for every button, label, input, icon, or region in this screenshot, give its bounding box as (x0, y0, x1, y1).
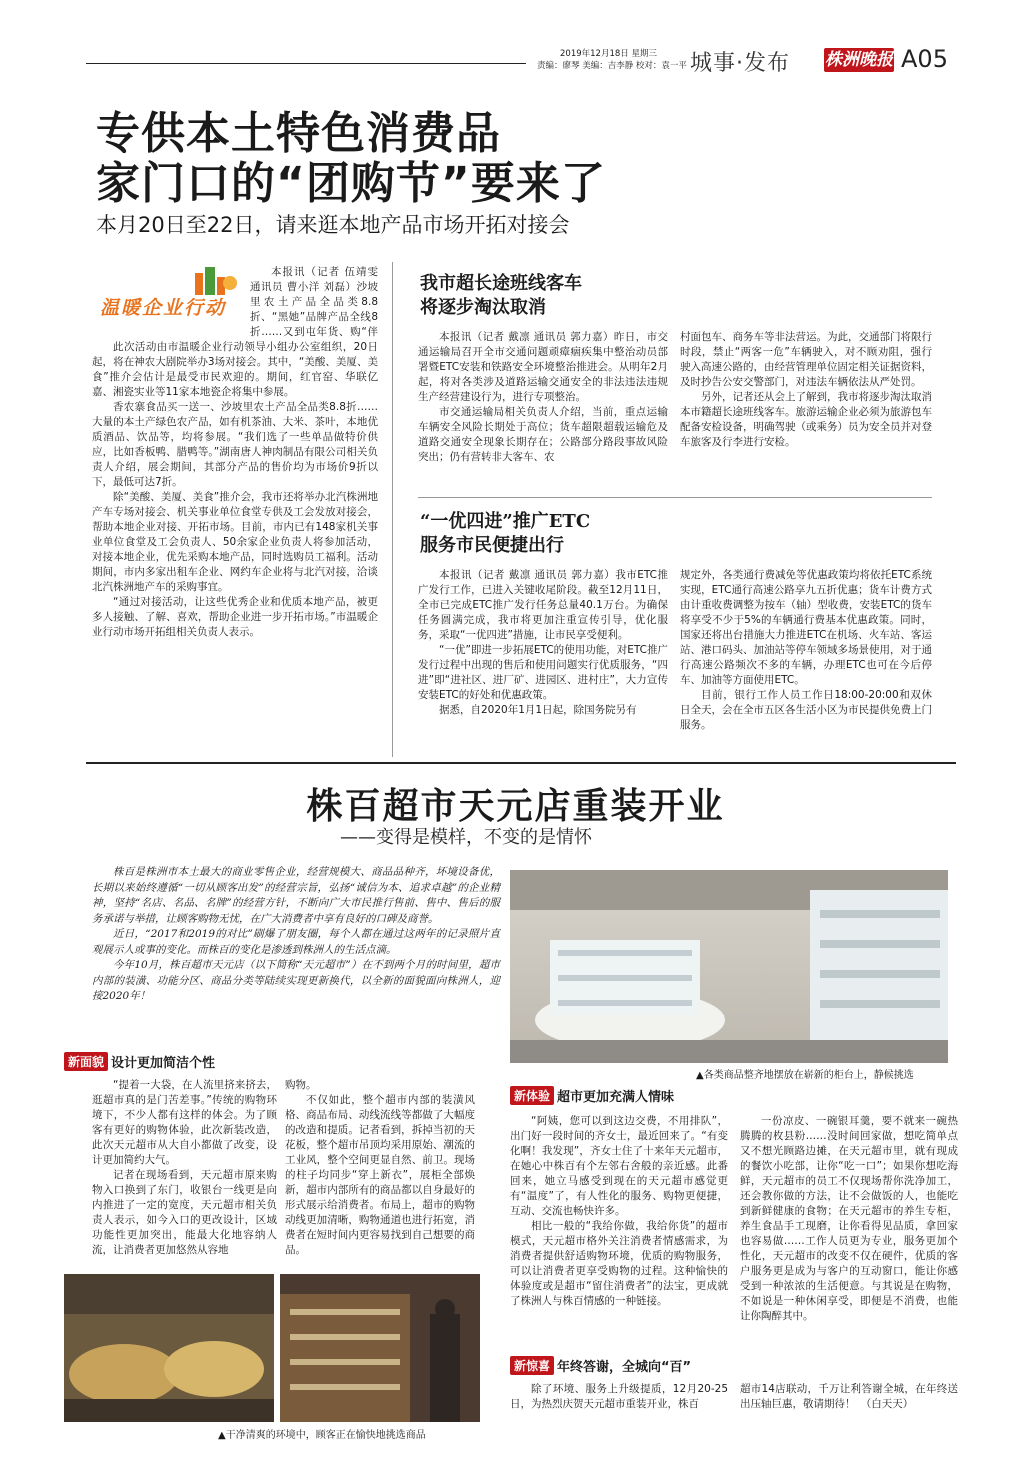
etc-paragraph: 据悉，自2020年1月1日起，除国务院另有 (439, 704, 637, 716)
warm-enterprise-logo (100, 265, 240, 325)
logo-text: 温暖企业行动 (100, 297, 227, 319)
feature-subtitle: ——变得是模样，不变的是情怀 (340, 827, 592, 848)
feature-title: 株百超市天元店重装开业 (306, 786, 725, 827)
sec3-col-2 (740, 1382, 958, 1412)
sec2-col-2 (740, 1114, 958, 1324)
feature-intro (92, 865, 500, 1005)
sec2-paragraph: 相比一般的“我给你做，我给你货”的超市模式，天元超市格外关注消费者情感需求，为消费者提供舒适购物环境，优质的购物服务，可以让消费者更享受购物的过程。这种愉快的体验度或是超市“留住消费者”的法宝，更成就了株洲人与株百情感的一种链接。 (510, 1220, 728, 1307)
section-title: 设计更加简洁个性 (111, 1056, 216, 1071)
sec3-paragraph: 除了环境、服务上升级提质，12月20-25日，为热烈庆贺天元超市重装开业，株百 (510, 1383, 728, 1410)
lead-paragraph: 此次活动由市温暖企业行动领导小组办公室组织，20日起，将在神农大剧院举办3场对接会。其中，“美酸、美厦、美食”推介会估计是最受市民欢迎的。期间，红官窑、华联亿嘉、湘瓷实业等11家本地瓷企将集中参展。 (92, 341, 378, 398)
section-new-look-header (64, 1052, 215, 1071)
bus-paragraph: 村面包车、商务车等非法营运。为此，交通部门将限行时段，禁止“两客一危”车辆驶入，对不顾劝阻，强行驶入高速公路的，由经营管理单位固定相关证据资料，及时抄告公安交警部门，对违法车辆依法从严处罚。 (680, 331, 932, 388)
sec1-paragraph: 不仅如此，整个超市内部的装潢风格、商品布局、动线流线等都做了大幅度的改造和提质。记者看到，拆掉当初的天花板，整个超市吊顶均采用原始、潮流的工业风，整个空间更显自然、前卫。现场的柱子均同步“穿上新衣”，展柜全部焕新，超市内部所有的商品都以自身最好的形式展示给消费者。布局上，超市的购物动线更加清晰，购物通道也进行拓宽，消费者在短时间内更容易找到自己想要的商品。 (285, 1094, 475, 1256)
section-title: 超市更加充满人情味 (557, 1090, 675, 1105)
sec1-paragraph: 记者在现场看到，天元超市原来购物入口换到了东门，收银台一线更是向内推进了一定的宽度，天元超市相关负责人表示，如今入口的更改设计，区域功能性更加突出，能最大化地容纳人流，让消费者更加悠然从容地 (92, 1169, 277, 1256)
section-name: 城事·发布 (690, 51, 790, 76)
lead-title-1: 专供本土特色消费品 (96, 108, 501, 159)
lead-subtitle: 本月20日至22日，请来逛本地产品市场开拓对接会 (96, 213, 570, 237)
masthead-date: 2019年12月18日 星期三 (560, 49, 657, 59)
lead-para-1a (250, 265, 378, 340)
bus-col-2 (680, 330, 932, 450)
section-new-surprise-header (510, 1356, 691, 1375)
sec2-col-1 (510, 1114, 728, 1309)
lead-title-2: 家门口的“团购节”要来了 (96, 158, 606, 209)
sec3-paragraph: 超市14店联动，千万让利答谢全城，在年终送出压轴巨惠，敬请期待！ （白天天） (740, 1383, 958, 1410)
etc-paragraph: 本报讯（记者 戴凛 通讯员 郭力嘉）我市ETC推广发行工作，已进入关键收尾阶段。截至12月11日，全市已完成ETC推广发行任务总量40.1万台。为确保任务圆满完成，我市将更加注重宣传引导，优化服务，采取“一优四进”措施，让市民享受便利。 (418, 569, 668, 641)
intro-paragraph: 今年10月，株百超市天元店（以下简称“天元超市”）在不到两个月的时间里，超市内部的装潢、功能分区、商品分类等陆续实现更新换代，以全新的面貌面向株洲人，迎接2020年！ (92, 959, 500, 1002)
section-badge: 新面貌 (64, 1052, 108, 1071)
etc-col-1 (418, 568, 668, 718)
lead-paragraph: “通过对接活动，让这些优秀企业和优质本地产品，被更多人接触、了解、喜欢，帮助企业进一步开拓市场。”市温暖企业行动市场开拓组相关负责人表示。 (92, 596, 378, 638)
etc-paragraph: 目前，银行工作人员工作日18:00-20:00和双休日全天，会在全市五区各生活小区为市民提供免费上门服务。 (680, 689, 932, 731)
bus-paragraph: 另外，记者还从会上了解到，我市将逐步淘汰取消本市籍超长途班线客车。旅游运输企业必须为旅游包车配备安检设备，明确驾驶（或乘务）员为安全员并对登车旅客及行李进行安检。 (680, 391, 932, 448)
section-new-experience-header (510, 1086, 674, 1105)
sec1-col-1 (92, 1078, 277, 1258)
sec1-col-2 (285, 1078, 475, 1258)
masthead-editors: 责编：廖琴 美编：吉李静 校对：袁一平 (537, 61, 687, 71)
sec1-paragraph: 购物。 (285, 1079, 317, 1091)
sec2-paragraph: “阿姨，您可以到这边交费，不用排队”，出门好一段时间的齐女士，最近回来了。“有变化啊！我发现”，齐女士住了十来年天元超市，在她心中株百有个左邻右舍般的亲近感。此番回来，她立马感受到现在的天元超市感觉更有“温度”了，有人性化的服务、购物更便捷，互动、交流也畅快许多。 (510, 1115, 728, 1217)
paper-logo: 株洲晚报 (825, 50, 893, 70)
bus-title-2: 将逐步淘汰取消 (420, 297, 546, 318)
section-badge: 新体验 (510, 1086, 554, 1105)
lead-paragraph: 除“美酸、美厦、美食”推介会，我市还将举办北汽株洲地产车专场对接会、机关事业单位食堂专供及工会发放对接会，帮助本地企业对接、开拓市场。目前，市内已有148家机关事业单位食堂及工会负责人、50余家企业负责人将参加活动，对接本地企业，优先采购本地产品，同时选购员工福利。活动期间，市内多家出租车企业、网约车企业将与北汽对接，洽谈北汽株洲地产车的采购事宜。 (92, 491, 378, 593)
photo-store-aisle (510, 870, 948, 1063)
etc-paragraph: 规定外，各类通行费减免等优惠政策均将依托ETC系统实现，ETC通行高速公路享九五折优惠；货车计费方式由计重收费调整为按车（轴）型收费，安装ETC的货车将享受不少于5%的车辆通行费基本优惠政策。同时，国家还将出台措施大力推进ETC在机场、火车站、客运站、港口码头、加油站等停车领域多场景使用，对于通行高速公路频次不多的车辆，办理ETC也可在今后停车、加油等方面使用ETC。 (680, 569, 932, 686)
bus-paragraph: 本报讯（记者 戴凛 通讯员 郭力嘉）昨日，市交通运输局召开全市交通问题顽瘴痼疾集中整治动员部署暨ETC安装和铁路安全环境整治推进会。从明年2月起，将对各类涉及道路运输交通安全的非法违法违规生产经营建设行为，进行专项整治。 (418, 331, 668, 403)
bus-paragraph: 市交通运输局相关负责人介绍，当前，重点运输车辆安全风险长期处于高位；货车超限超载运输危及道路交通安全现象长期存在；公路部分路段事故风险突出；仍有营转非大客车、农 (418, 406, 668, 463)
section-title: 年终答谢，全城向“百” (557, 1360, 692, 1375)
etc-col-2 (680, 568, 932, 733)
bus-title-1: 我市超长途班线客车 (420, 273, 582, 294)
section-badge: 新惊喜 (510, 1356, 554, 1375)
photo2-caption: ▲干净清爽的环境中，顾客正在愉快地挑选商品 (218, 1430, 426, 1441)
sec2-paragraph: 一份凉皮、一碗银耳羹，要不就来一碗热腾腾的枚县粉……没时间回家做，想吃简单点又不想光顾路边摊，在天元超市里，就有现成的餐饮小吃部，让你“吃一口”；如果你想吃海鲜，天元超市的员工不仅现场帮你洗净加工，还会教你做的方法，让不会做饭的人，也能吃到新鲜健康的食物；在天元超市的养生专柜，养生食品手工现磨，让你看得见品质，拿回家也容易做……工作人员更为专业，服务更加个性化，天元超市的改变不仅在硬件，优质的客户服务更是成为与客户的互动窗口，能让你感受到一种浓浓的生活便意。与其说是在购物，不如说是一种休闲享受，即便是不消费，也能让你陶醉其中。 (740, 1115, 958, 1322)
intro-paragraph: 近日，“2017和2019的对比”刷爆了朋友圈，每个人都在通过这两年的记录照片直观展示人或事的变化。而株百的变化是渗透到株洲人的生活点滴。 (92, 928, 500, 956)
column-divider (392, 262, 393, 757)
sec1-paragraph: “提着一大袋，在人流里挤来挤去，逛超市真的是门苦差事。”传统的购物环境下，不少人都有这样的体会。为了顾客有更好的购物体验，此次新装改造，此次天元超市从大自小都做了改变，设计更加简约大气。 (92, 1079, 277, 1166)
lead-body (92, 340, 378, 640)
photo-produce (64, 1274, 274, 1422)
photo-shelves (280, 1274, 480, 1422)
lead-paragraph: 香农寨食品买一送一、沙坡里农土产品全品类8.8折……大量的本土产绿色农产品，如有机茶油、大米、茶叶，本地优质酒品、饮品等，均将参展。“我们选了一些单品做特价供应，比如香板鸭、腊鸭等。”湖南唐人神肉制品有限公司相关负责人介绍，展会期间，其部分产品的售价均为市场价9折以下，最低可达7折。 (92, 401, 378, 488)
etc-title-2: 服务市民便捷出行 (420, 535, 564, 556)
photo1-caption: ▲各类商品整齐地摆放在崭新的柜台上，静候挑选 (696, 1070, 914, 1081)
lead-paragraph: 本报讯（记者 伍靖雯 通讯员 曹小洋 刘磊）沙坡里农土产品全品类8.8折、“黑她”品牌产品全线8折……又到屯年货、购“伴 (250, 266, 378, 338)
etc-title-1: “一优四进”推广ETC (420, 511, 591, 532)
intro-paragraph: 株百是株洲市本土最大的商业零售企业，经营规模大、商品品种齐，坏境设备优，长期以来始终遵循“一切从顾客出发”的经营宗旨，弘扬“诚信为本、追求卓越”的企业精神，坚持“名店、名品、名牌”的经营方针，不断向广大市民推行售前、售中、售后的服务承诺与举措，让顾客购物无忧，在广大消费者中享有良好的口碑及商誉。 (92, 866, 500, 925)
etc-paragraph: “一优”即进一步拓展ETC的使用功能，对ETC推广发行过程中出现的售后和使用问题实行优质服务，“四进”即“进社区、进厂矿、进园区、进村庄”，大力宣传安装ETC的好处和优惠政策。 (418, 644, 668, 701)
bus-col-1 (418, 330, 668, 465)
page-number: A05 (901, 45, 948, 73)
sec3-col-1 (510, 1382, 728, 1412)
